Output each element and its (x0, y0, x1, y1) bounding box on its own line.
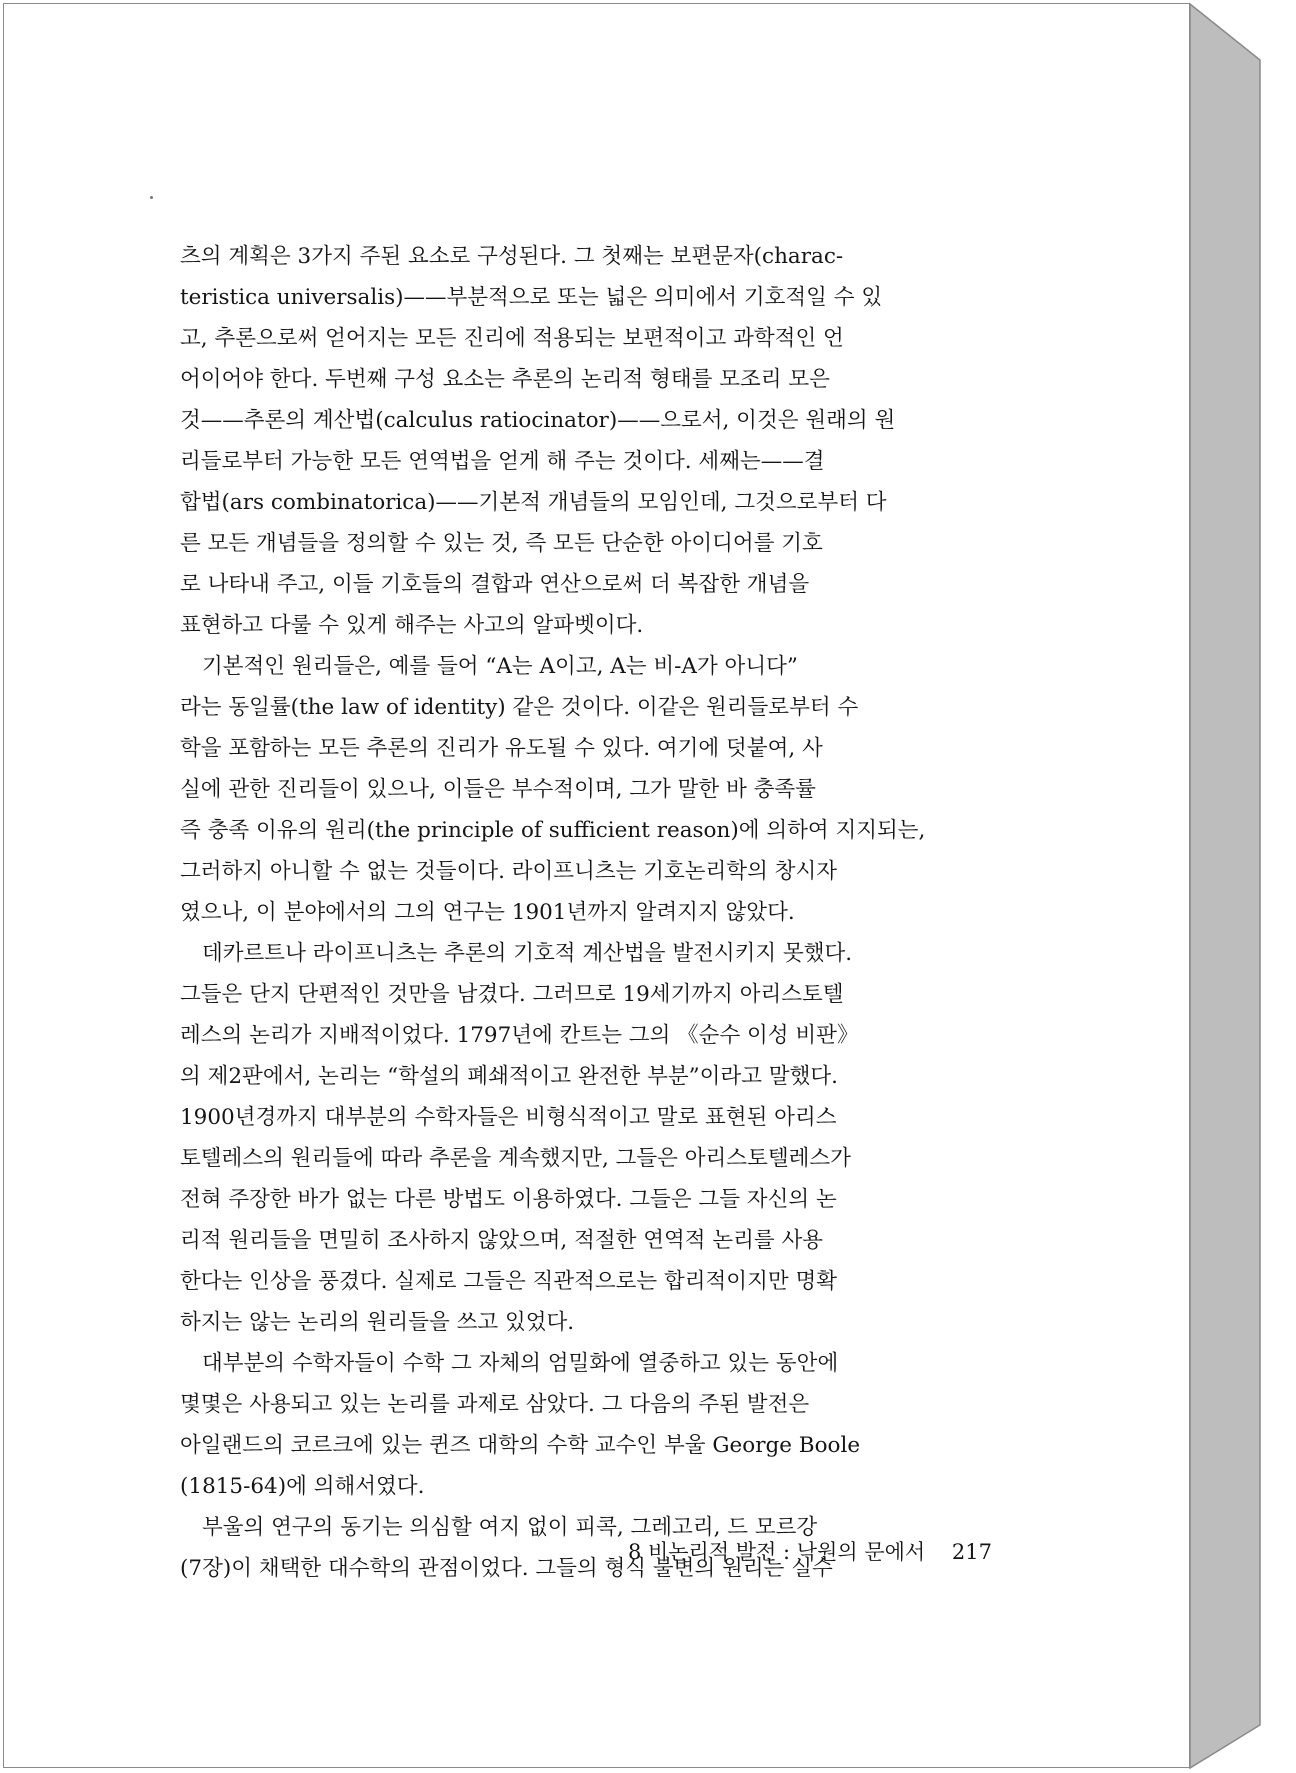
text-line: 였으나, 이 분야에서의 그의 연구는 1901년까지 알려지지 않았다. (180, 900, 795, 925)
text-line: 전혀 주장한 바가 없는 다른 방법도 이용하였다. 그들은 그들 자신의 논 (180, 1187, 837, 1212)
text-line: 데카르트나 라이프니츠는 추론의 기호적 계산법을 발전시키지 못했다. (202, 941, 853, 966)
text-line: 1900년경까지 대부분의 수학자들은 비형식적이고 말로 표현된 아리스 (180, 1105, 837, 1130)
speck (150, 196, 153, 199)
text-line: 한다는 인상을 풍겼다. 실제로 그들은 직관적으로는 합리적이지만 명확 (180, 1269, 837, 1294)
text-line: 른 모든 개념들을 정의할 수 있는 것, 즉 모든 단순한 아이디어를 기호 (180, 531, 823, 556)
text-line: 몇몇은 사용되고 있는 논리를 과제로 삼았다. 그 다음의 주된 발전은 (180, 1392, 810, 1417)
text-line: 그러하지 아니할 수 없는 것들이다. 라이프니츠는 기호논리학의 창시자 (180, 859, 837, 884)
text-line: 아일랜드의 코르크에 있는 퀸즈 대학의 수학 교수인 부울 George Boole (180, 1433, 861, 1458)
paragraph (180, 236, 1012, 646)
text-line: 의 제2판에서, 논리는 “학설의 폐쇄적이고 완전한 부분”이라고 말했다. (180, 1064, 838, 1089)
text-line: 대부분의 수학자들이 수학 그 자체의 엄밀화에 열중하고 있는 동안에 (202, 1351, 839, 1376)
text-line: teristica universalis)——부분적으로 또는 넓은 의미에서 기호적일 수 있 (180, 285, 883, 310)
text-line: 고, 추론으로써 얻어지는 모든 진리에 적용되는 보편적이고 과학적인 언 (180, 326, 844, 351)
text-line: 것——추론의 계산법(calculus ratiocinator)——으로서, 이것은 원래의 원 (180, 408, 896, 433)
body-text (180, 236, 1012, 1589)
text-line: 리적 원리들을 면밀히 조사하지 않았으며, 적절한 연역적 논리를 사용 (180, 1228, 824, 1253)
paragraph (180, 933, 1012, 1343)
text-line: 리들로부터 가능한 모든 연역법을 얻게 해 주는 것이다. 세째는——결 (180, 449, 825, 474)
text-line: 합법(ars combinatorica)——기본적 개념들의 모임인데, 그것으로부터 다 (180, 490, 887, 515)
text-line: 로 나타내 주고, 이들 기호들의 결합과 연산으로써 더 복잡한 개념을 (180, 572, 810, 597)
page-number: 217 (951, 1540, 992, 1564)
text-line: 라는 동일률(the law of identity) 같은 것이다. 이같은 원리들로부터 수 (180, 695, 859, 720)
text-line: 레스의 논리가 지배적이었다. 1797년에 칸트는 그의 《순수 이성 비판》 (180, 1023, 859, 1048)
text-line: 부울의 연구의 동기는 의심할 여지 없이 피콕, 그레고리, 드 모르강 (202, 1515, 818, 1540)
text-line: 하지는 않는 논리의 원리들을 쓰고 있었다. (180, 1310, 575, 1335)
text-line: 실에 관한 진리들이 있으나, 이들은 부수적이며, 그가 말한 바 충족률 (180, 777, 816, 802)
page-footer (180, 1536, 992, 1566)
text-line: 기본적인 원리들은, 예를 들어 “A는 A이고, A는 비-A가 아니다” (202, 654, 798, 679)
text-line: (1815-64)에 의해서였다. (180, 1474, 425, 1499)
text-line: 그들은 단지 단편적인 것만을 남겼다. 그러므로 19세기까지 아리스토텔 (180, 982, 844, 1007)
text-line: 토텔레스의 원리들에 따라 추론을 계속했지만, 그들은 아리스토텔레스가 (180, 1146, 851, 1171)
paragraph (180, 646, 1012, 933)
paragraph (180, 1343, 1012, 1507)
text-line: 학을 포함하는 모든 추론의 진리가 유도될 수 있다. 여기에 덧붙여, 사 (180, 736, 823, 761)
text-line: 어이어야 한다. 두번째 구성 요소는 추론의 논리적 형태를 모조리 모은 (180, 367, 830, 392)
text-line: (7장)이 채택한 대수학의 관점이었다. 그들의 형식 불변의 원리는 실수 (180, 1556, 833, 1581)
running-head: 8 비논리적 발전 : 낙원의 문에서 (627, 1540, 926, 1564)
text-line: 츠의 계획은 3가지 주된 요소로 구성된다. 그 첫째는 보편문자(charac- (180, 244, 844, 269)
text-line: 즉 충족 이유의 원리(the principle of sufficient reason)에 의하여 지지되는, (180, 818, 926, 843)
text-line: 표현하고 다룰 수 있게 해주는 사고의 알파벳이다. (180, 613, 644, 638)
